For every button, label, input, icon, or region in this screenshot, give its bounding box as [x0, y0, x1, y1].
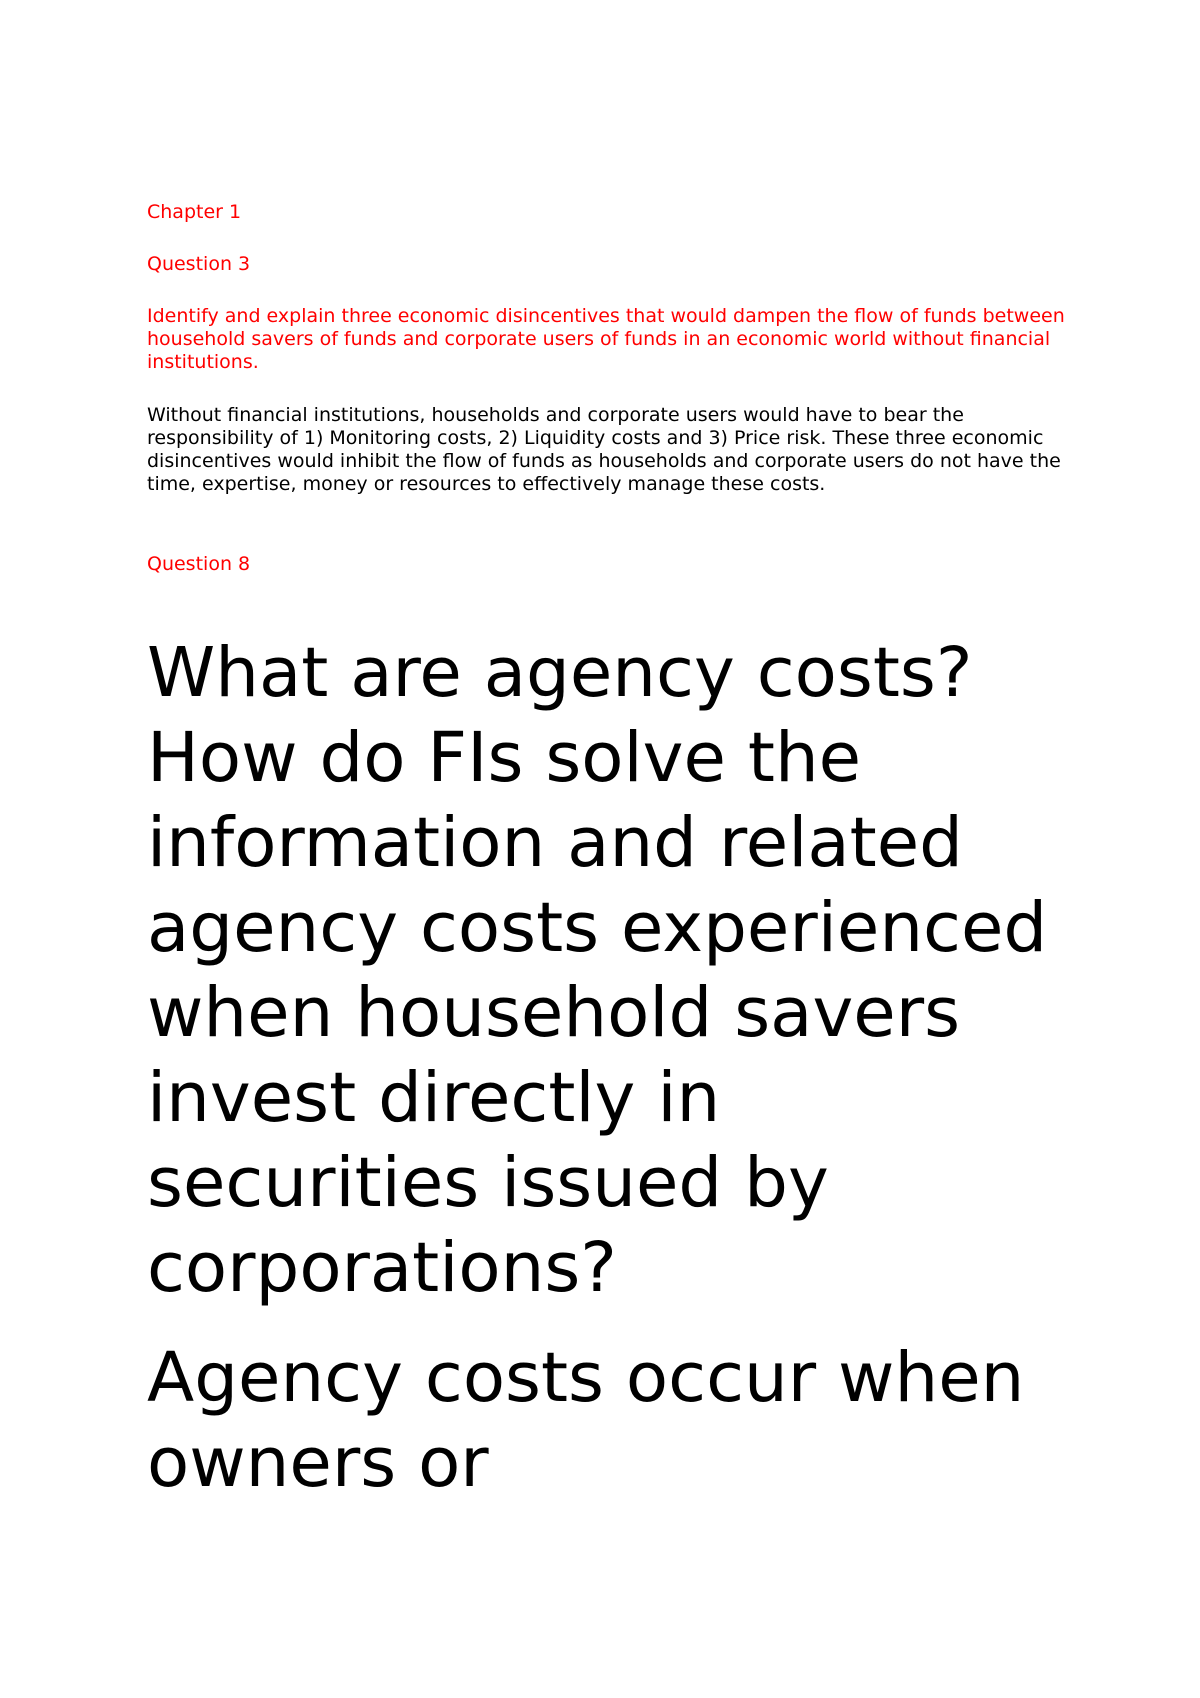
question-8-prompt: What are agency costs? How do FIs solve the information and related agency costs experienced when household savers invest directly in securities issued by corporations? — [147, 633, 1048, 1308]
question-3-answer: Without financial institutions, households and corporate users would have to bear the responsibility of 1) Monitoring costs, 2) Liquidity costs and 3) Price risk. These three economic disincentives would inhibit the flow of funds as households and corporate users do not have the time, expertise, money or resources to effectively manage these costs. — [147, 404, 1061, 495]
question-3-label: Question 3 — [147, 253, 251, 275]
question-8-answer: Agency costs occur when owners or — [147, 1338, 1025, 1503]
chapter-heading: Chapter 1 — [147, 201, 242, 223]
question-8-label: Question 8 — [147, 553, 251, 575]
question-3-prompt: Identify and explain three economic disincentives that would dampen the flow of funds between household savers of funds and corporate users of funds in an economic world without financial institutions. — [147, 305, 1065, 373]
